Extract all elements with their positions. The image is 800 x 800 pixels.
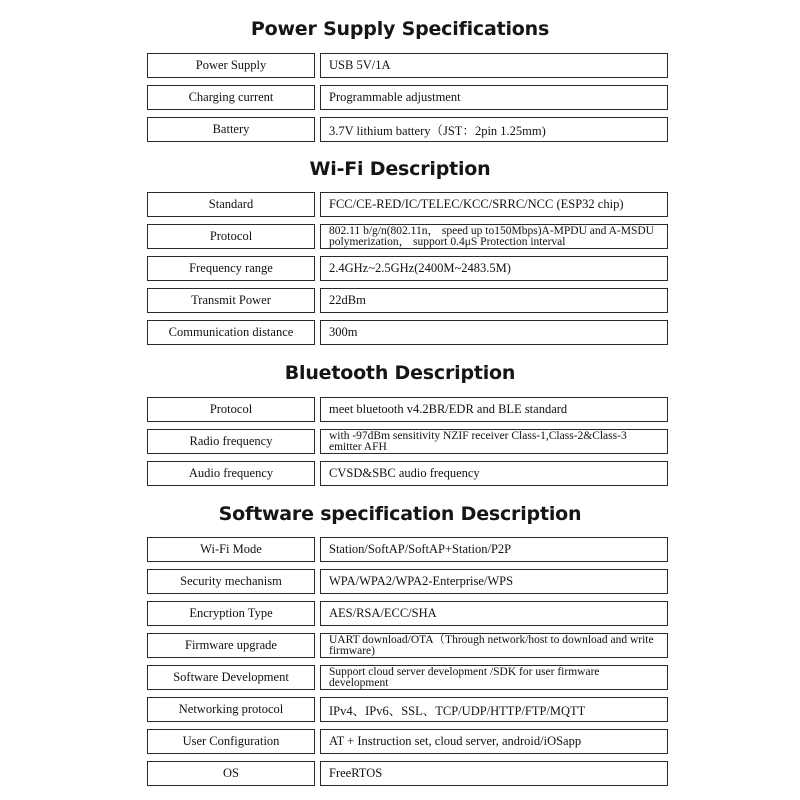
power-supply-label: Power Supply bbox=[147, 53, 315, 78]
transmit-power-label: Transmit Power bbox=[147, 288, 315, 313]
os-label: OS bbox=[147, 761, 315, 786]
bluetooth-protocol-label: Protocol bbox=[147, 397, 315, 422]
audio-frequency-value: CVSD&SBC audio frequency bbox=[320, 461, 668, 486]
communication-distance-label: Communication distance bbox=[147, 320, 315, 345]
wifi-standard-value: FCC/CE-RED/IC/TELEC/KCC/SRRC/NCC (ESP32 chip) bbox=[320, 192, 668, 217]
bluetooth-protocol-value: meet bluetooth v4.2BR/EDR and BLE standard bbox=[320, 397, 668, 422]
frequency-range-value: 2.4GHz~2.5GHz(2400M~2483.5M) bbox=[320, 256, 668, 281]
communication-distance-value: 300m bbox=[320, 320, 668, 345]
software-development-label: Software Development bbox=[147, 665, 315, 690]
radio-frequency-value: with -97dBm sensitivity NZIF receiver Class-1,Class-2&Class-3 emitter AFH bbox=[320, 429, 668, 454]
firmware-upgrade-value: UART download/OTA（Through network/host to download and write firmware) bbox=[320, 633, 668, 658]
security-mechanism-label: Security mechanism bbox=[147, 569, 315, 594]
security-mechanism-value: WPA/WPA2/WPA2-Enterprise/WPS bbox=[320, 569, 668, 594]
bluetooth-title: Bluetooth Description bbox=[284, 362, 516, 384]
charging-current-value: Programmable adjustment bbox=[320, 85, 668, 110]
audio-frequency-label: Audio frequency bbox=[147, 461, 315, 486]
power-supply-value: USB 5V/1A bbox=[320, 53, 668, 78]
encryption-type-value: AES/RSA/ECC/SHA bbox=[320, 601, 668, 626]
networking-protocol-value: IPv4、IPv6、SSL、TCP/UDP/HTTP/FTP/MQTT bbox=[320, 697, 668, 722]
encryption-type-label: Encryption Type bbox=[147, 601, 315, 626]
transmit-power-value: 22dBm bbox=[320, 288, 668, 313]
wifi-title: Wi-Fi Description bbox=[309, 158, 491, 180]
firmware-upgrade-label: Firmware upgrade bbox=[147, 633, 315, 658]
os-value: FreeRTOS bbox=[320, 761, 668, 786]
software-development-value: Support cloud server development /SDK for user firmware development bbox=[320, 665, 668, 690]
software-title: Software specification Description bbox=[218, 503, 582, 525]
user-configuration-value: AT + Instruction set, cloud server, android/iOSapp bbox=[320, 729, 668, 754]
frequency-range-label: Frequency range bbox=[147, 256, 315, 281]
wifi-mode-value: Station/SoftAP/SoftAP+Station/P2P bbox=[320, 537, 668, 562]
wifi-protocol-label: Protocol bbox=[147, 224, 315, 249]
user-configuration-label: User Configuration bbox=[147, 729, 315, 754]
power-supply-title: Power Supply Specifications bbox=[250, 18, 550, 40]
charging-current-label: Charging current bbox=[147, 85, 315, 110]
battery-label: Battery bbox=[147, 117, 315, 142]
battery-value: 3.7V lithium battery（JST：2pin 1.25mm) bbox=[320, 117, 668, 142]
wifi-mode-label: Wi-Fi Mode bbox=[147, 537, 315, 562]
wifi-protocol-value: 802.11 b/g/n(802.11n， speed up to150Mbps)A-MPDU and A-MSDU polymerization， support 0.4μS Protection interval bbox=[320, 224, 668, 249]
radio-frequency-label: Radio frequency bbox=[147, 429, 315, 454]
networking-protocol-label: Networking protocol bbox=[147, 697, 315, 722]
wifi-standard-label: Standard bbox=[147, 192, 315, 217]
